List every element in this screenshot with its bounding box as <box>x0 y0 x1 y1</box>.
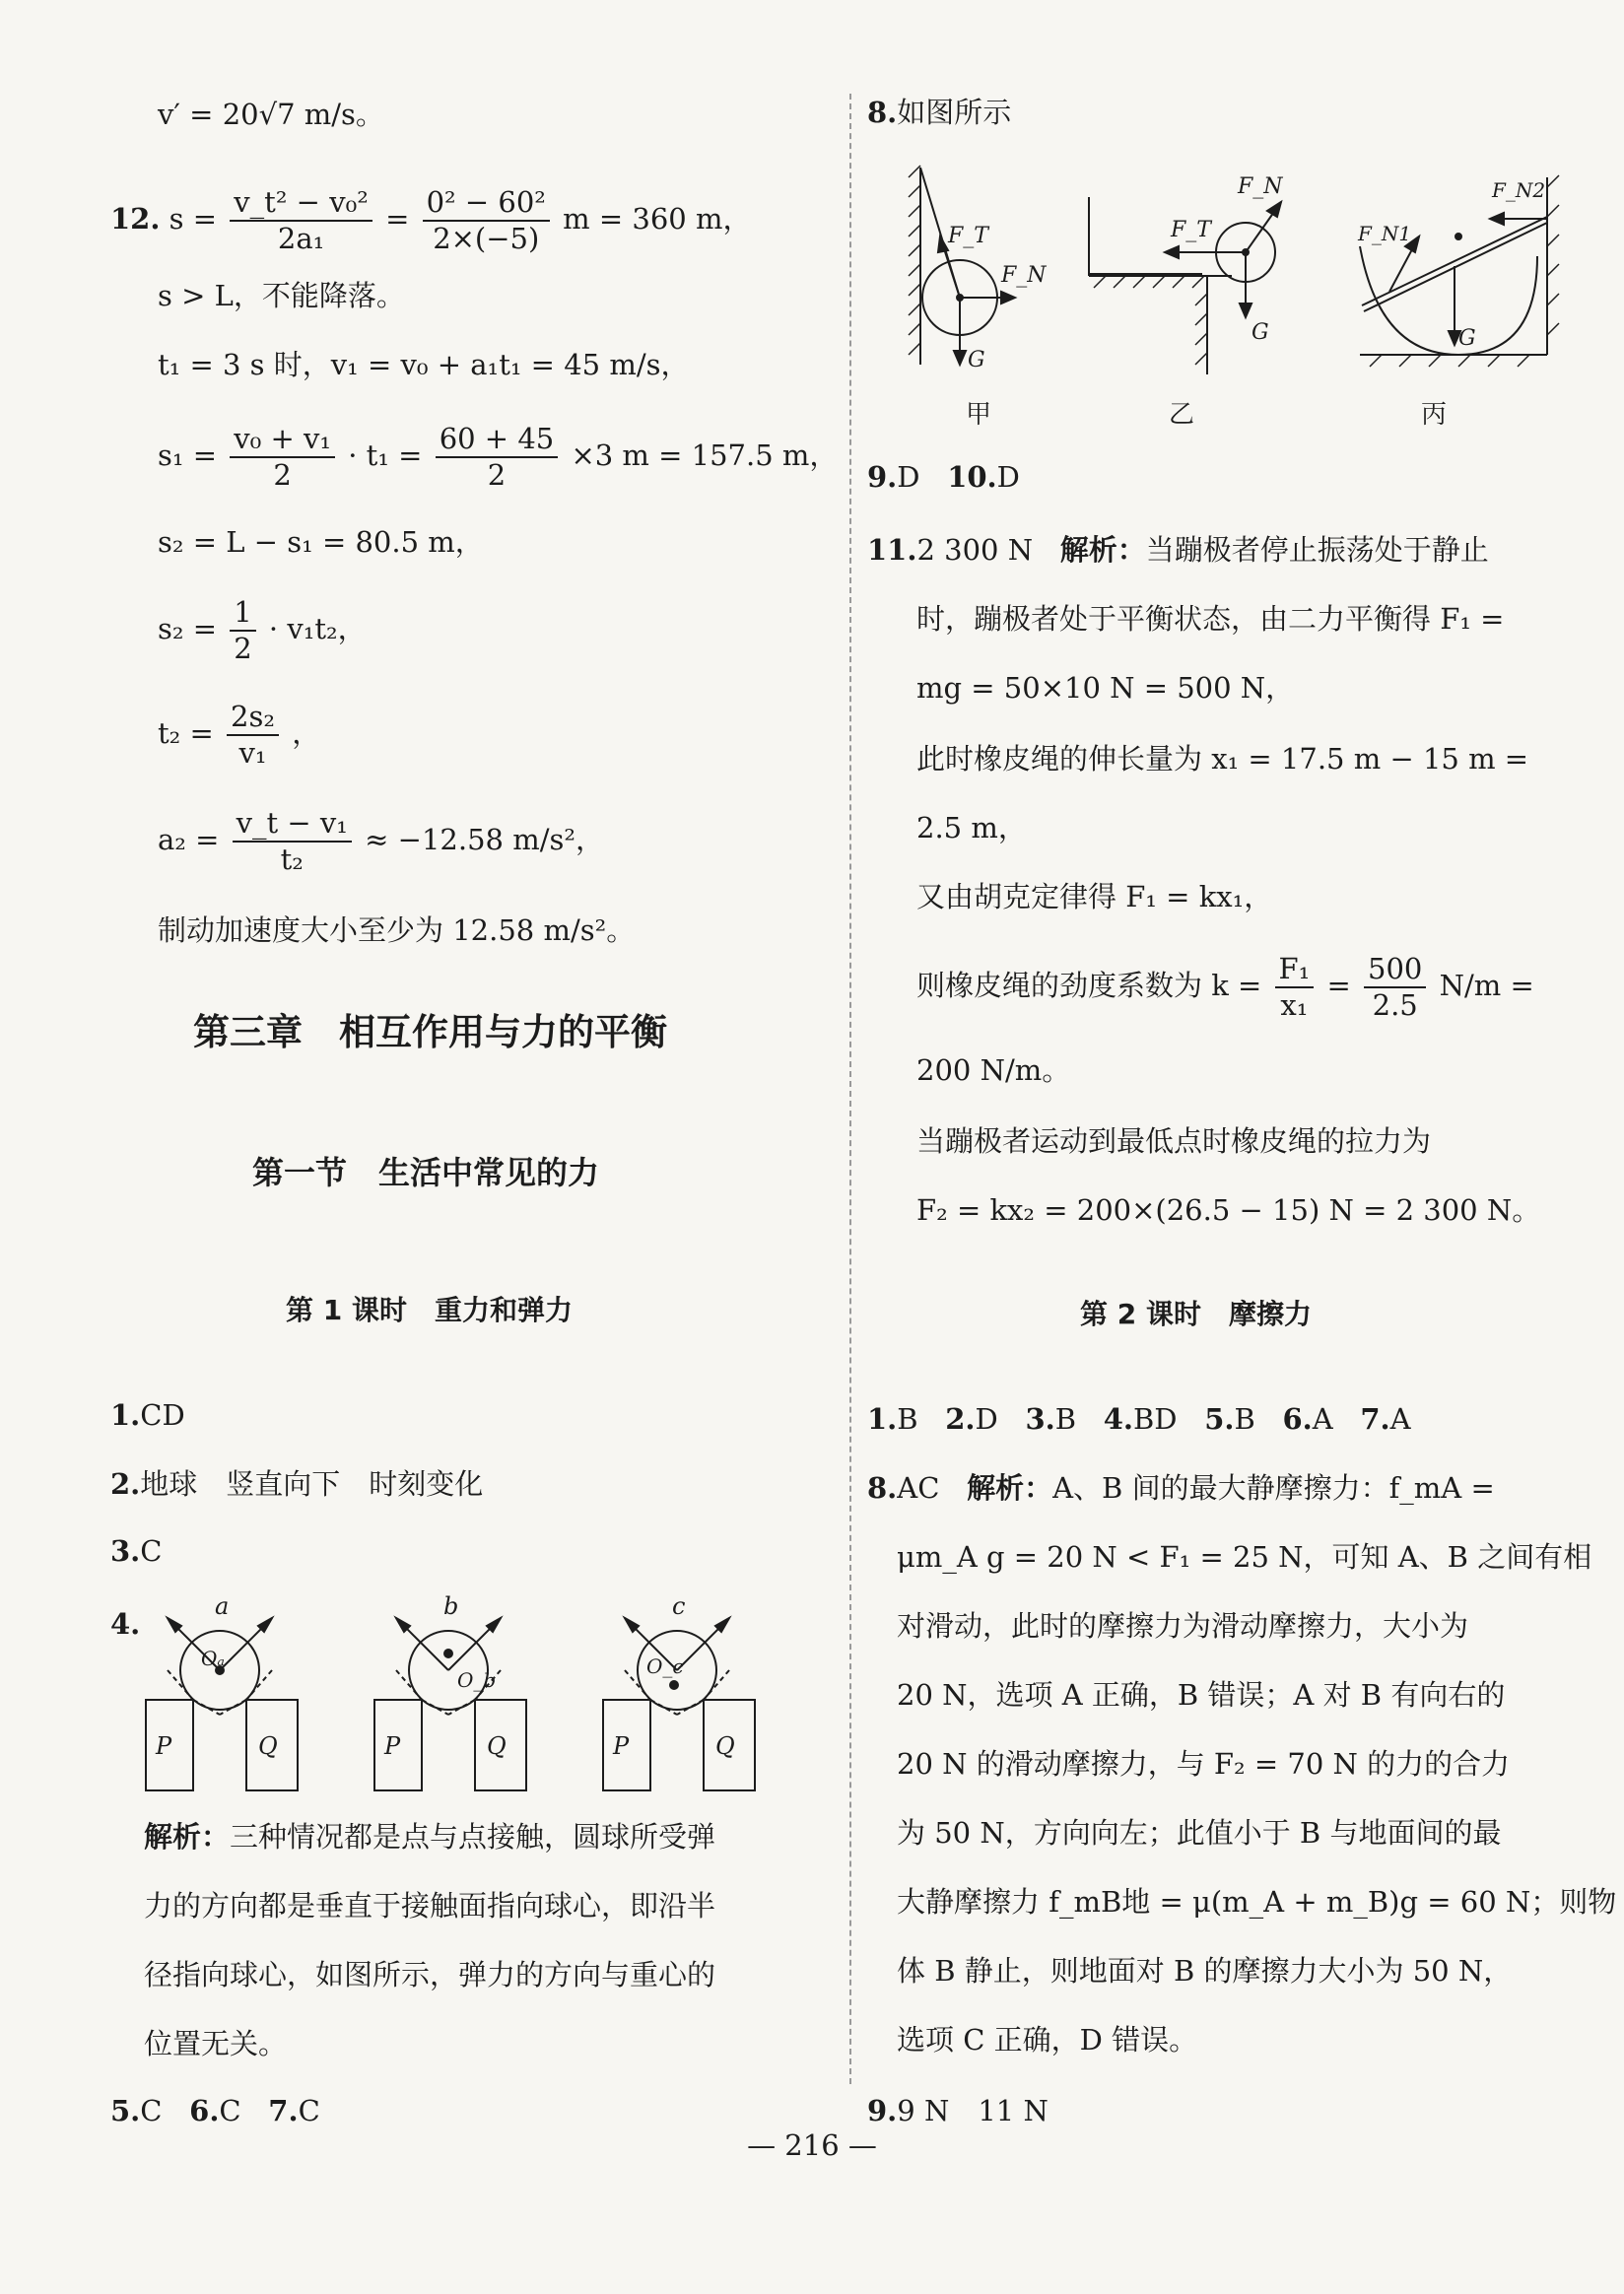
answer-number: 2. <box>945 1402 976 1436</box>
answer-11-line3: mg = 50×10 N = 500 N， <box>916 671 1295 705</box>
svg-text:O_c: O_c <box>646 1654 684 1678</box>
answer-11-line7: 则橡皮绳的劲度系数为 k = $\frac{\text{F₁}}{\text{x₁}}$ = $\frac{500}{2.5}$ N/m = <box>916 952 1534 1022</box>
answer-number: 6. <box>1282 1402 1313 1436</box>
chapter-title: 第三章 相互作用与力的平衡 <box>193 1011 667 1053</box>
svg-text:F_N: F_N <box>1001 263 1047 288</box>
answer-11-line6: 又由胡克定律得 F₁ = kx₁， <box>916 880 1273 913</box>
svg-text:F_T: F_T <box>948 224 988 248</box>
answer-8-line3: 对滑动，此时的摩擦力为滑动摩擦力，大小为 <box>897 1609 1469 1643</box>
answer-9: 9.9 N 11 N <box>867 2094 1049 2127</box>
page-number: — 216 — <box>747 2128 877 2162</box>
svg-text:G: G <box>1252 320 1269 345</box>
line-brake-accel: 制动加速度大小至少为 12.58 m/s²。 <box>158 913 636 947</box>
svg-text:F_N2: F_N2 <box>1492 178 1546 202</box>
answer-8-line8: 体 B 静止，则地面对 B 的摩擦力大小为 50 N， <box>897 1954 1513 1988</box>
answer-12-number: 12. <box>110 201 161 236</box>
answer-number: 5. <box>1204 1402 1235 1436</box>
answer-value: A <box>1389 1402 1411 1436</box>
answer-number: 7. <box>1360 1402 1390 1436</box>
answer-11-line9: 当蹦极者运动到最低点时橡皮绳的拉力为 <box>916 1124 1432 1158</box>
section-title: 第一节 生活中常见的力 <box>252 1154 600 1191</box>
answer-4-number: 4. <box>110 1607 141 1641</box>
line-s1: s₁ = $\frac{\text{v₀ + v₁}}{2}$ · t₁ = $\frac{60 + 45}{2}$ ×3 m = 157.5 m， <box>158 422 839 492</box>
eq-s: s = <box>169 201 218 236</box>
fraction: $\frac{\text{v\_t² − v₀²}}{\text{2a₁}}$ <box>230 185 372 256</box>
caption-yi: 乙 <box>1169 400 1195 430</box>
answer-number: 1. <box>867 1402 898 1436</box>
svg-text:F_N: F_N <box>1238 174 1283 199</box>
answer-1: 1.CD <box>110 1398 185 1432</box>
svg-text:Q: Q <box>258 1732 278 1760</box>
label-b: b <box>443 1592 459 1620</box>
answers-1-7-row <box>867 1401 1411 1437</box>
fraction: $\frac{\text{v\_t − v₁}}{\text{t₂}}$ <box>233 806 352 877</box>
answer-12: 12. s = $\frac{\text{v\_t² − v₀²}}{\text{2a₁}}$ = $\frac{\text{0² − 60²}}{2\times(-5)}$ m = 360 m， <box>110 185 752 255</box>
answer-value: B <box>1054 1402 1077 1436</box>
answer-11-line4: 此时橡皮绳的伸长量为 x₁ = 17.5 m − 15 m = <box>916 742 1529 776</box>
answers-9-10: 9.D 10.D <box>867 460 1020 494</box>
answer-3: 3.C <box>110 1534 163 1568</box>
explanation-4-line4: 位置无关。 <box>144 2027 288 2060</box>
answer-8-line6: 为 50 N，方向向左；此值小于 B 与地面间的最 <box>897 1816 1502 1850</box>
fraction: $\frac{1}{2}$ <box>230 595 255 666</box>
line-a2: a₂ = $\frac{\text{v\_t − v₁}}{\text{t₂}}$ ≈ −12.58 m/s²， <box>158 806 604 876</box>
label-a: a <box>215 1592 230 1620</box>
line-s2-half: s₂ = $\frac{1}{2}$ · v₁t₂， <box>158 595 367 665</box>
explanation-4-line2: 力的方向都是垂直于接触面指向球心，即沿半 <box>144 1889 716 1923</box>
sphere-group-c <box>603 1592 755 1790</box>
fraction: $\frac{\text{F₁}}{\text{x₁}}$ <box>1275 952 1315 1023</box>
svg-text:G: G <box>1458 326 1476 351</box>
sphere-group-b <box>374 1592 526 1790</box>
answer-value: B <box>1234 1402 1255 1436</box>
sphere-contact-diagram <box>128 1592 798 1793</box>
svg-text:Oₐ: Oₐ <box>201 1647 225 1670</box>
answer-value: BD <box>1132 1402 1178 1436</box>
answer-2: 2.地球 竖直向下 时刻变化 <box>110 1467 484 1501</box>
svg-text:P: P <box>156 1732 172 1760</box>
svg-text:Q: Q <box>487 1732 507 1760</box>
fraction: $\frac{\text{2s₂}}{\text{v₁}}$ <box>227 700 279 771</box>
caption-jia: 甲 <box>966 400 992 430</box>
answer-8-line7: 大静摩擦力 f_mB地 = μ(m_A + m_B)g = 60 N；则物 <box>897 1885 1617 1919</box>
line-v-prime: v′ = 20√7 m/s。 <box>158 98 384 131</box>
svg-text:F_T: F_T <box>1171 218 1211 242</box>
answer-value: A <box>1312 1402 1333 1436</box>
svg-text:P: P <box>384 1732 401 1760</box>
answer-11-line2: 时，蹦极者处于平衡状态，由二力平衡得 F₁ = <box>916 602 1505 636</box>
answer-value: B <box>897 1402 918 1436</box>
svg-text:F_N1: F_N1 <box>1358 222 1412 245</box>
answer-11-line8: 200 N/m。 <box>916 1053 1071 1087</box>
answer-number: 4. <box>1103 1402 1133 1436</box>
lesson-2-title: 第 2 课时 摩擦力 <box>1080 1298 1312 1330</box>
diagram-yi <box>1089 174 1283 374</box>
answer-8-line5: 20 N 的滑动摩擦力，与 F₂ = 70 N 的力的合力 <box>897 1747 1511 1781</box>
fraction: $\frac{60 + 45}{2}$ <box>436 422 559 493</box>
explanation-4-line1: 解析：三种情况都是点与点接触，圆球所受弹 <box>144 1820 716 1854</box>
answers-5-7: 5.C 6.C 7.C <box>110 2094 320 2127</box>
fraction: $\frac{\text{0² − 60²}}{2\times(-5)}$ <box>423 185 550 256</box>
answer-value: D <box>975 1402 998 1436</box>
explanation-4-line3: 径指向球心，如图所示，弹力的方向与重心的 <box>144 1958 716 1991</box>
svg-text:O_b: O_b <box>457 1668 497 1692</box>
column-divider <box>849 94 851 2084</box>
answer-11-line10: F₂ = kx₂ = 200×(26.5 − 15) N = 2 300 N。 <box>916 1193 1541 1227</box>
svg-text:G: G <box>968 348 985 372</box>
answer-8-line4: 20 N，选项 A 正确，B 错误；A 对 B 有向右的 <box>897 1678 1506 1712</box>
sphere-group-a <box>146 1592 298 1790</box>
answer-11-line5: 2.5 m， <box>916 811 1027 844</box>
line-t1: t₁ = 3 s 时，v₁ = v₀ + a₁t₁ = 45 m/s， <box>158 348 690 381</box>
diagram-jia <box>909 166 1047 372</box>
diagram-bing <box>1357 175 1559 367</box>
svg-text:P: P <box>613 1732 630 1760</box>
fraction: $\frac{\text{v₀ + v₁}}{2}$ <box>230 422 335 493</box>
line-s-gt-l: s > L，不能降落。 <box>158 279 405 312</box>
caption-bing: 丙 <box>1421 400 1448 430</box>
answer-8-line1: 8.AC 解析：A、B 间的最大静摩擦力：f_mA = <box>867 1471 1495 1505</box>
answer-8-header: 8.如图所示 <box>867 96 1012 129</box>
svg-text:Q: Q <box>715 1732 735 1760</box>
line-t2: t₂ = $\frac{\text{2s₂}}{\text{v₁}}$ ， <box>158 700 321 770</box>
answer-11-line1: 11.2 300 N 解析：当蹦极者停止振荡处于静止 <box>867 533 1489 567</box>
answer-number: 3. <box>1025 1402 1055 1436</box>
lesson-title: 第 1 课时 重力和弹力 <box>286 1294 573 1326</box>
answer-8-line9: 选项 C 正确，D 错误。 <box>897 2023 1198 2057</box>
label-c: c <box>672 1592 686 1620</box>
line-s2: s₂ = L − s₁ = 80.5 m， <box>158 525 484 559</box>
fraction: $\frac{500}{2.5}$ <box>1364 952 1426 1023</box>
force-diagram-figure-8 <box>907 158 1546 394</box>
answer-8-line2: μm_A g = 20 N < F₁ = 25 N，可知 A、B 之间有相 <box>897 1540 1592 1574</box>
